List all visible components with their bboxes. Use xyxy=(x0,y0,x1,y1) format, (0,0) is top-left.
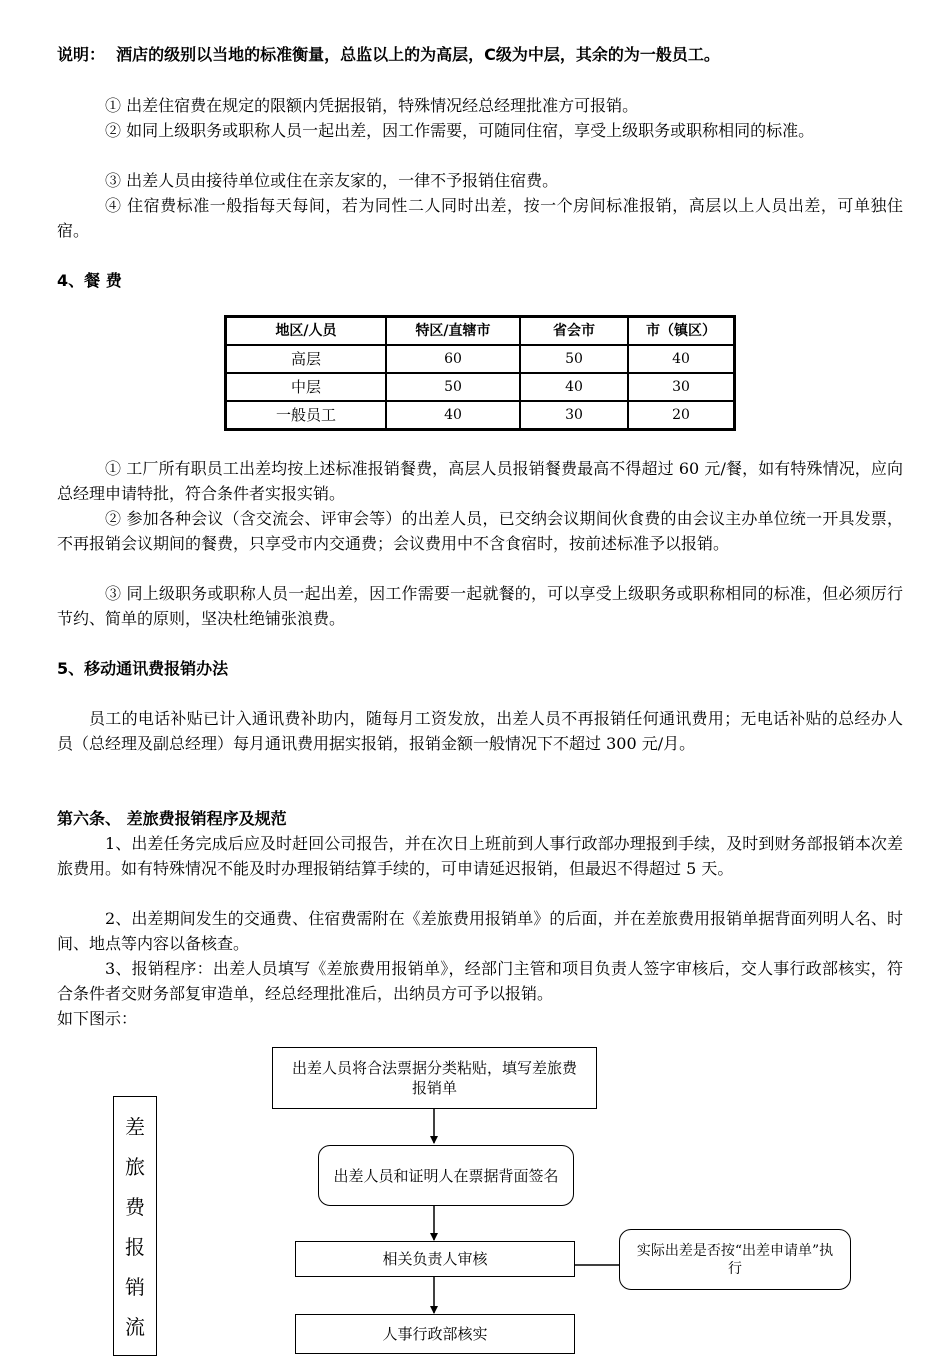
flow-step-fill-form: 出差人员将合法票据分类粘贴，填写差旅费报销单 xyxy=(272,1047,597,1109)
article6-item-2: 2、出差期间发生的交通费、住宿费需附在《差旅费用报销单》的后面，并在差旅费用报销单据背面列明人名、时间、地点等内容以备核查。 xyxy=(57,909,903,953)
flow-step-hr-verify: 人事行政部核实 xyxy=(295,1314,575,1354)
table-header-cell: 市（镇区） xyxy=(628,317,734,345)
side-title-char: 旅 xyxy=(125,1155,145,1179)
table-header-cell: 地区/人员 xyxy=(226,317,386,345)
meal-rule-3: ③ 同上级职务或职称人员一起出差，因工作需要一起就餐的，可以享受上级职务或职称相同的标准，但必须厉行节约、简单的原则，坚决杜绝铺张浪费。 xyxy=(57,584,903,628)
table-cell: 50 xyxy=(520,345,628,373)
table-cell: 50 xyxy=(386,373,520,401)
as-shown-text: 如下图示： xyxy=(57,1009,138,1028)
article6-heading: 第六条、 差旅费报销程序及规范 xyxy=(57,809,287,828)
side-title-char: 销 xyxy=(125,1275,145,1299)
meal-rule-2: ② 参加各种会议（含交流会、评审会等）的出差人员，已交纳会议期间伙食费的由会议主办单位统一开具发票，不再报销会议期间的餐费，只享受市内交通费；会议费用中不含食宿时，按前述标准予以报销。 xyxy=(57,509,903,553)
side-title-char: 流 xyxy=(125,1315,145,1339)
meal-rule-1: ① 工厂所有职员工出差均按上述标准报销餐费，高层人员报销餐费最高不得超过 60 元/餐，如有特殊情况，应向总经理申请特批，符合条件者实报实销。 xyxy=(57,459,903,503)
mobile-heading: 5、移动通讯费报销办法 xyxy=(57,659,229,678)
lodging-rule-1: ① 出差住宿费在规定的限额内凭据报销，特殊情况经总经理批准方可报销。 xyxy=(105,96,639,115)
note-label: 说明： xyxy=(57,45,106,64)
note-text: 酒店的级别以当地的标准衡量，总监以上的为高层，C级为中层，其余的为一般员工。 xyxy=(116,45,720,64)
table-cell: 20 xyxy=(628,401,734,429)
table-cell: 中层 xyxy=(226,373,386,401)
article6-item-1: 1、出差任务完成后应及时赶回公司报告，并在次日上班前到人事行政部办理报到手续，及时到财务部报销本次差旅费用。如有特殊情况不能及时办理报销结算手续的，可申请延迟报销，但最迟不得超过 5 天。 xyxy=(57,834,903,878)
table-header-cell: 省会市 xyxy=(520,317,628,345)
lodging-rule-2: ② 如同上级职务或职称人员一起出差，因工作需要，可随同住宿，享受上级职务或职称相同的标准。 xyxy=(105,121,815,140)
table-cell: 高层 xyxy=(226,345,386,373)
lodging-rule-4: ④ 住宿费标准一般指每天每间，若为同性二人同时出差，按一个房间标准报销，高层以上人员出差，可单独住宿。 xyxy=(57,196,903,240)
table-cell: 40 xyxy=(386,401,520,429)
table-cell: 40 xyxy=(520,373,628,401)
article6-item-3: 3、报销程序：出差人员填写《差旅费用报销单》，经部门主管和项目负责人签字审核后，交人事行政部核实，符合条件者交财务部复审造单，经总经理批准后，出纳员方可予以报销。 xyxy=(57,959,903,1003)
side-title-char: 报 xyxy=(125,1235,145,1259)
table-cell: 40 xyxy=(628,345,734,373)
flowchart-side-title xyxy=(113,1096,157,1356)
meal-heading: 4、餐 费 xyxy=(57,271,122,290)
flow-side-note: 实际出差是否按“出差申请单”执行 xyxy=(619,1229,851,1290)
side-title-char: 费 xyxy=(125,1195,145,1219)
side-title-char: 差 xyxy=(125,1115,145,1139)
flow-step-manager-review: 相关负责人审核 xyxy=(295,1241,575,1277)
table-header-cell: 特区/直辖市 xyxy=(386,317,520,345)
table-cell: 60 xyxy=(386,345,520,373)
flow-step-sign-receipts: 出差人员和证明人在票据背面签名 xyxy=(318,1145,574,1206)
table-cell: 30 xyxy=(628,373,734,401)
mobile-text: 员工的电话补贴已计入通讯费补助内，随每月工资发放，出差人员不再报销任何通讯费用；无电话补贴的总经办人员（总经理及副总经理）每月通讯费用据实报销，报销金额一般情况下不超过 300 元/月。 xyxy=(57,709,903,753)
table-cell: 30 xyxy=(520,401,628,429)
lodging-rule-3: ③ 出差人员由接待单位或住在亲友家的，一律不予报销住宿费。 xyxy=(105,171,559,190)
table-cell: 一般员工 xyxy=(226,401,386,429)
